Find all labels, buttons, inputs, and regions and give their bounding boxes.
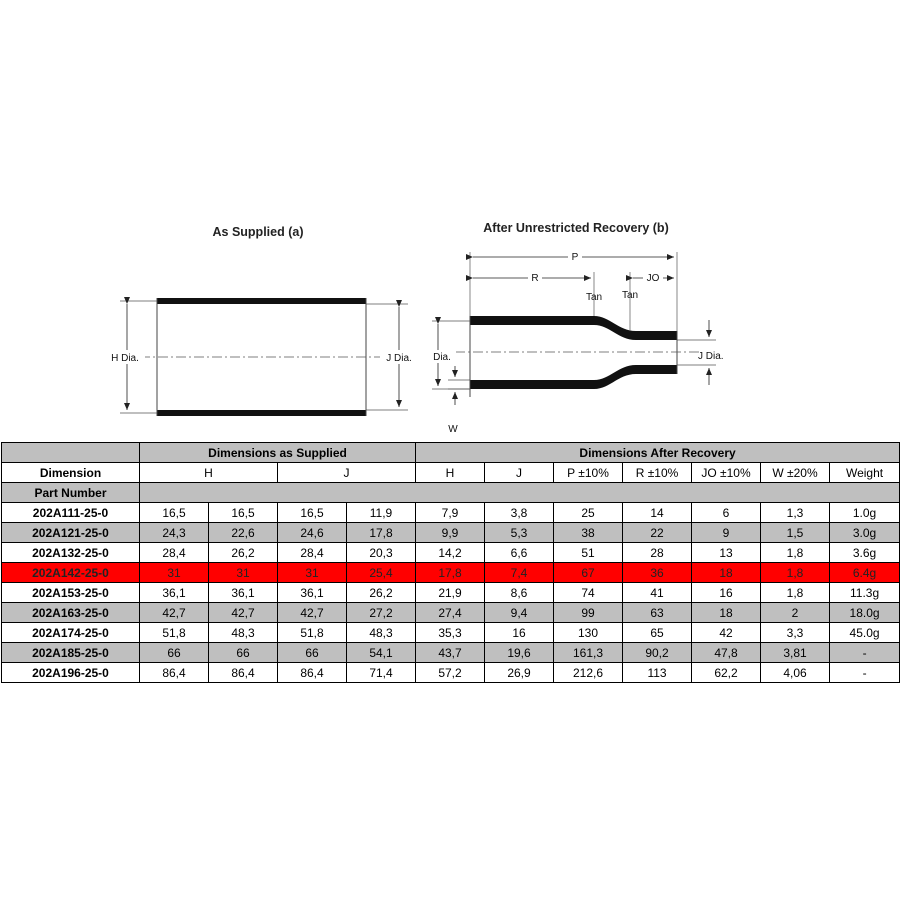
dia-label: Dia. — [433, 352, 451, 363]
part-number-cell: 202A111-25-0 — [2, 503, 140, 523]
value-cell: 7,9 — [416, 503, 485, 523]
dimension-label: Dimension — [2, 463, 140, 483]
value-cell: 65 — [623, 623, 692, 643]
value-cell: 3,81 — [761, 643, 830, 663]
value-cell: 20,3 — [347, 543, 416, 563]
dimensions-table — [1, 442, 900, 683]
value-cell: 9 — [692, 523, 761, 543]
tan-label-1: Tan — [585, 292, 603, 303]
value-cell: 66 — [278, 643, 347, 663]
value-cell: 31 — [278, 563, 347, 583]
value-cell: 42 — [692, 623, 761, 643]
group-recovery-header: Dimensions After Recovery — [416, 443, 900, 463]
value-cell: 25,4 — [347, 563, 416, 583]
value-cell: 130 — [554, 623, 623, 643]
value-cell: 38 — [554, 523, 623, 543]
j-dia-label-left: J Dia. — [386, 353, 412, 364]
value-cell: 51 — [554, 543, 623, 563]
value-cell: 26,2 — [209, 543, 278, 563]
value-cell: 25 — [554, 503, 623, 523]
value-cell: 67 — [554, 563, 623, 583]
value-cell: 1,8 — [761, 543, 830, 563]
value-cell: 17,8 — [416, 563, 485, 583]
value-cell: 86,4 — [278, 663, 347, 683]
table-row — [2, 663, 900, 683]
value-cell: 4,06 — [761, 663, 830, 683]
supplied-j-header: J — [278, 463, 416, 483]
value-cell: 51,8 — [278, 623, 347, 643]
value-cell: 16 — [692, 583, 761, 603]
supplied-h-header: H — [140, 463, 278, 483]
value-cell: 11,9 — [347, 503, 416, 523]
value-cell: 41 — [623, 583, 692, 603]
value-cell: 48,3 — [209, 623, 278, 643]
table-row — [2, 623, 900, 643]
value-cell: 27,2 — [347, 603, 416, 623]
recovery-header-h: H — [416, 463, 485, 483]
j-dia-label-right: J Dia. — [698, 351, 724, 362]
value-cell: 14,2 — [416, 543, 485, 563]
value-cell: 42,7 — [278, 603, 347, 623]
value-cell: 18 — [692, 563, 761, 583]
dia-dimension — [430, 321, 470, 389]
value-cell: 22 — [623, 523, 692, 543]
value-cell: 3,8 — [485, 503, 554, 523]
value-cell: 13 — [692, 543, 761, 563]
value-cell: 1.0g — [830, 503, 900, 523]
value-cell: 212,6 — [554, 663, 623, 683]
value-cell: 24,6 — [278, 523, 347, 543]
part-number-label: Part Number — [2, 483, 140, 503]
value-cell: 113 — [623, 663, 692, 683]
h-dia-label: H Dia. — [111, 353, 139, 364]
recovery-header-p: P ±10% — [554, 463, 623, 483]
value-cell: 161,3 — [554, 643, 623, 663]
value-cell: 16,5 — [209, 503, 278, 523]
value-cell: - — [830, 663, 900, 683]
recovered-sleeve — [455, 316, 700, 397]
value-cell: 63 — [623, 603, 692, 623]
table-row — [2, 543, 900, 563]
table-row — [2, 643, 900, 663]
tan-label-2: Tan — [621, 290, 639, 301]
value-cell: 9,9 — [416, 523, 485, 543]
recovery-header-j: J — [485, 463, 554, 483]
value-cell: 42,7 — [209, 603, 278, 623]
value-cell: 28 — [623, 543, 692, 563]
value-cell: 90,2 — [623, 643, 692, 663]
table-row — [2, 603, 900, 623]
value-cell: 47,8 — [692, 643, 761, 663]
value-cell: 36,1 — [209, 583, 278, 603]
part-number-cell: 202A185-25-0 — [2, 643, 140, 663]
value-cell: 7,4 — [485, 563, 554, 583]
w-dimension — [448, 366, 470, 435]
table-row — [2, 563, 900, 583]
w-label: W — [448, 424, 458, 435]
part-number-spacer — [140, 483, 900, 503]
value-cell: 45.0g — [830, 623, 900, 643]
value-cell: 17,8 — [347, 523, 416, 543]
value-cell: 51,8 — [140, 623, 209, 643]
value-cell: 3,3 — [761, 623, 830, 643]
value-cell: 16 — [485, 623, 554, 643]
value-cell: 2 — [761, 603, 830, 623]
value-cell: 99 — [554, 603, 623, 623]
value-cell: 14 — [623, 503, 692, 523]
value-cell: 28,4 — [278, 543, 347, 563]
value-cell: 36 — [623, 563, 692, 583]
value-cell: 43,7 — [416, 643, 485, 663]
value-cell: 19,6 — [485, 643, 554, 663]
value-cell: 57,2 — [416, 663, 485, 683]
value-cell: 8,6 — [485, 583, 554, 603]
value-cell: 66 — [209, 643, 278, 663]
value-cell: 48,3 — [347, 623, 416, 643]
recovery-header-w: W ±20% — [761, 463, 830, 483]
subheader-row — [2, 463, 900, 483]
table-row — [2, 583, 900, 603]
value-cell: 3.0g — [830, 523, 900, 543]
group-supplied-header: Dimensions as Supplied — [140, 443, 416, 463]
recovery-header-jo: JO ±10% — [692, 463, 761, 483]
as-supplied-tube — [140, 298, 380, 416]
as-supplied-title: As Supplied (a) — [212, 225, 304, 239]
value-cell: 31 — [209, 563, 278, 583]
part-number-cell: 202A174-25-0 — [2, 623, 140, 643]
value-cell: 62,2 — [692, 663, 761, 683]
value-cell: 31 — [140, 563, 209, 583]
value-cell: 36,1 — [278, 583, 347, 603]
table-row — [2, 523, 900, 543]
value-cell: 27,4 — [416, 603, 485, 623]
j-dimension-right — [677, 320, 724, 385]
value-cell: 11.3g — [830, 583, 900, 603]
part-number-cell: 202A153-25-0 — [2, 583, 140, 603]
group-header-row — [2, 443, 900, 463]
value-cell: 66 — [140, 643, 209, 663]
value-cell: 36,1 — [140, 583, 209, 603]
value-cell: 3.6g — [830, 543, 900, 563]
value-cell: 18.0g — [830, 603, 900, 623]
value-cell: 18 — [692, 603, 761, 623]
part-number-cell: 202A163-25-0 — [2, 603, 140, 623]
value-cell: 6.4g — [830, 563, 900, 583]
value-cell: 71,4 — [347, 663, 416, 683]
value-cell: 1,5 — [761, 523, 830, 543]
value-cell: 54,1 — [347, 643, 416, 663]
value-cell: 35,3 — [416, 623, 485, 643]
value-cell: - — [830, 643, 900, 663]
part-number-row — [2, 483, 900, 503]
value-cell: 28,4 — [140, 543, 209, 563]
part-number-cell: 202A132-25-0 — [2, 543, 140, 563]
value-cell: 42,7 — [140, 603, 209, 623]
value-cell: 21,9 — [416, 583, 485, 603]
p-label: P — [571, 252, 579, 263]
sleeve-diagram — [0, 0, 900, 440]
part-number-cell: 202A196-25-0 — [2, 663, 140, 683]
jo-dimension — [622, 271, 674, 331]
value-cell: 6 — [692, 503, 761, 523]
value-cell: 9,4 — [485, 603, 554, 623]
value-cell: 1,8 — [761, 563, 830, 583]
value-cell: 74 — [554, 583, 623, 603]
value-cell: 26,2 — [347, 583, 416, 603]
r-label: R — [531, 273, 539, 284]
value-cell: 6,6 — [485, 543, 554, 563]
value-cell: 86,4 — [140, 663, 209, 683]
part-number-cell: 202A142-25-0 — [2, 563, 140, 583]
value-cell: 16,5 — [140, 503, 209, 523]
value-cell: 26,9 — [485, 663, 554, 683]
value-cell: 16,5 — [278, 503, 347, 523]
recovery-header-weight: Weight — [830, 463, 900, 483]
table-row — [2, 503, 900, 523]
value-cell: 22,6 — [209, 523, 278, 543]
value-cell: 86,4 — [209, 663, 278, 683]
j-dimension-left — [366, 304, 417, 410]
jo-label: JO — [646, 273, 660, 284]
recovery-header-r: R ±10% — [623, 463, 692, 483]
r-dimension — [473, 271, 602, 316]
value-cell: 1,8 — [761, 583, 830, 603]
part-number-cell: 202A121-25-0 — [2, 523, 140, 543]
value-cell: 5,3 — [485, 523, 554, 543]
value-cell: 24,3 — [140, 523, 209, 543]
value-cell: 1,3 — [761, 503, 830, 523]
after-recovery-title: After Unrestricted Recovery (b) — [483, 221, 669, 235]
corner-cell — [2, 443, 140, 463]
